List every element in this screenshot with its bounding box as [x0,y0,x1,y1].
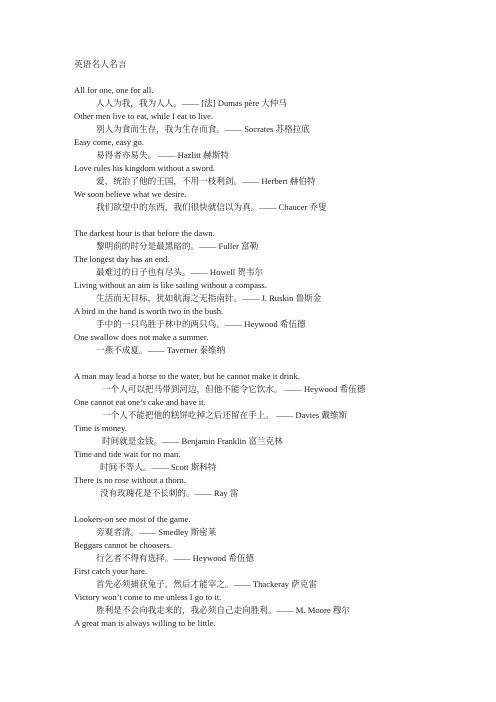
quote-chinese: 手中的一只鸟胜于林中的两只鸟。—— Heywood 希伍德 [96,319,306,329]
quote-chinese: 行乞者不得有选择。—— Heywood 希伍德 [96,553,255,563]
quote-english: The darkest hour is that before the dawn. [74,228,215,238]
quote-english: Time is money. [74,423,127,433]
quote-english: A man may lead a horse to the water, but he cannot make it drink. [74,371,300,381]
quote-chinese: 旁观者清。—— Smedley 斯密莱 [96,527,217,537]
quote-chinese: 黎明前的时分是最黑暗的。—— Fuller 富勒 [96,241,259,251]
quote-english: Other men live to eat, while I eat to live. [74,111,214,121]
quote-english: All for one, one for all. [74,85,154,95]
quote-chinese: 我们欲望中的东西，我们很快就信以为真。—— Chaucer 乔叟 [96,202,327,212]
quote-english: A bird in the hand is worth two in the bush. [74,306,224,316]
quote-chinese: 最难过的日子也有尽头。—— Howell 贺韦尔 [96,267,264,277]
quote-chinese: 别人为食而生存，我为生存而食。—— Socrates 苏格拉底 [96,124,310,134]
quote-chinese: 胜利是不会向我走来的，我必须自己走向胜利。—— M. Moore 穆尔 [96,605,350,615]
quote-group-2 [74,227,474,357]
quote-chinese: 一个人可以把马带到河边，但他不能令它饮水。 —— Heywood 希伍德 [102,384,366,394]
quote-english: There is no rose without a thorn. [74,475,186,485]
quote-english: One swallow does not make a summer. [74,332,209,342]
quote-chinese: 时间就是金钱。—— Benjamin Franklin 富兰克林 [102,436,283,446]
quote-english: Easy come, easy go. [74,137,144,147]
document-page [74,58,474,630]
quote-english: Beggars cannot be choosers. [74,540,172,550]
quote-english: We soon believe what we desire. [74,189,187,199]
group-spacer [74,214,474,227]
quote-chinese: 一个人不能把他的糕饼吃掉之后还留在手上。 —— Davies 戴维斯 [102,410,348,420]
quote-group-4 [74,513,474,630]
page-title: 英语名人名言 [74,59,127,69]
quote-chinese: 时间不等人。—— Scott 斯科特 [100,462,217,472]
quote-chinese: 没有玫瑰花是不长刺的。—— Ray 雷 [100,488,239,498]
quote-english: Lookers-on see most of the game. [74,514,191,524]
quote-english: Time and tide wait for no man. [74,449,181,459]
quote-english: The longest day has an end. [74,254,170,264]
group-spacer [74,357,474,370]
quote-english: Victory won’t come to me unless I go to it. [74,592,222,602]
quote-english: First catch your hare. [74,566,148,576]
quote-english: Living without an aim is like sailing without a compass. [74,280,267,290]
quote-english: A great man is always willing to be little. [74,618,216,628]
quote-chinese: 生活而无目标，犹如航海之无指南针。—— J. Ruskin 鲁斯金 [96,293,322,303]
quote-chinese: 人人为我，我为人人。—— [法] Dumas père 大仲马 [96,98,287,108]
quote-english: One cannot eat one’s cake and have it. [74,397,206,407]
quote-chinese: 一燕不成夏。—— Taverner 泰维纳 [96,345,226,355]
group-spacer [74,500,474,513]
quote-english: Love rules his kingdom without a sword. [74,163,216,173]
quote-group-1 [74,84,474,214]
quote-chinese: 爱，统治了他的王国，不用一枝利剑。—— Herbert 赫伯特 [96,176,316,186]
quote-chinese: 易得者亦易失。 —— Hazlitt 赫斯特 [96,150,229,160]
quote-group-3 [74,370,474,500]
quote-chinese: 首先必须捕获兔子，然后才能宰之。—— Thackeray 萨克雷 [96,579,318,589]
